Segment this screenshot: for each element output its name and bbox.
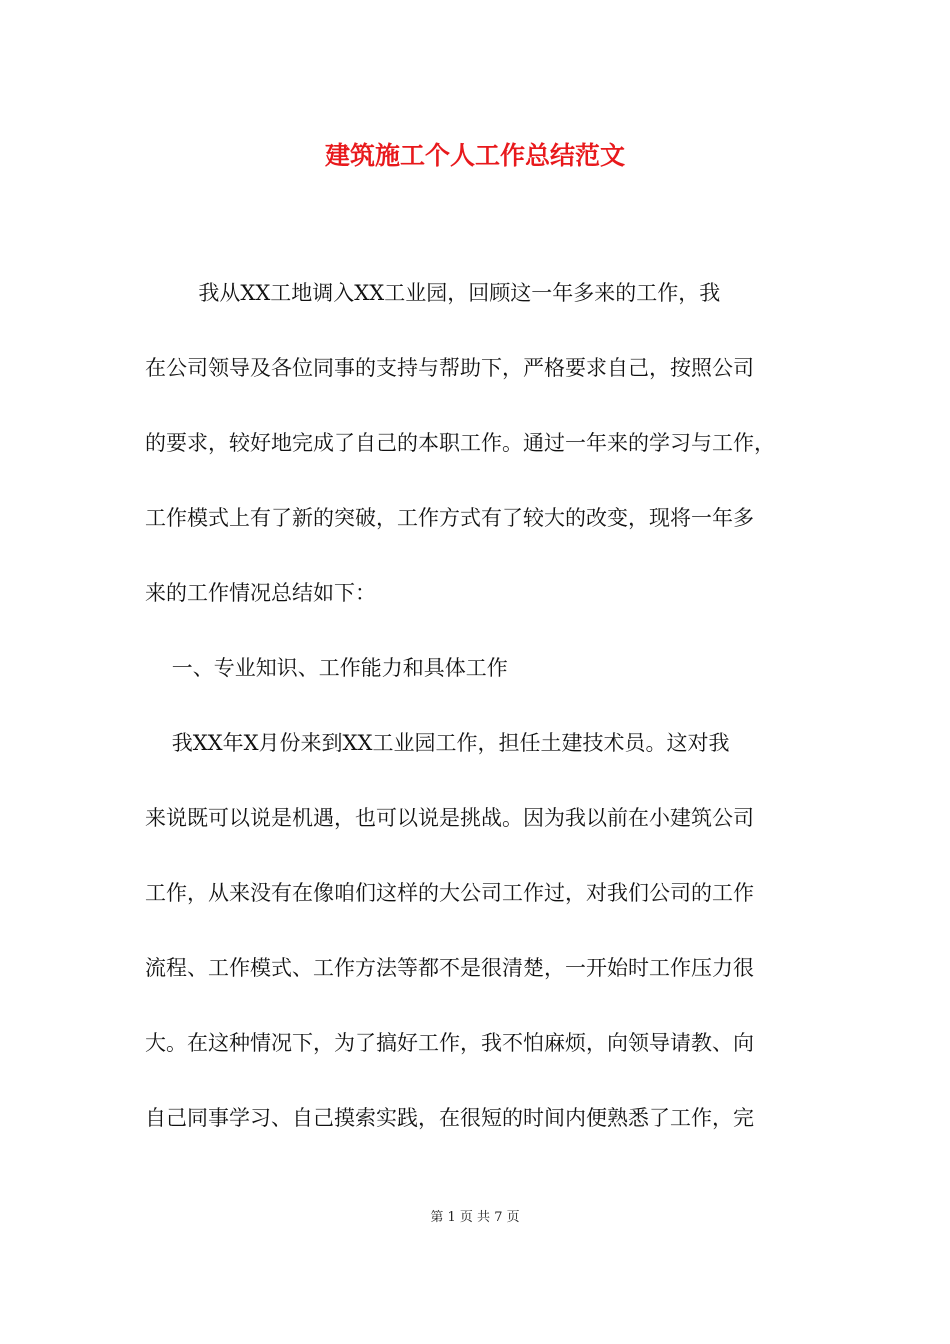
body-line-10: 流程、工作模式、工作方法等都不是很清楚，一开始时工作压力很 xyxy=(145,956,754,980)
section-heading: 一、专业知识、工作能力和具体工作 xyxy=(145,656,508,680)
body-line-5: 来的工作情况总结如下： xyxy=(145,581,376,605)
body-line-1: 我从XX工地调入XX工业园，回顾这一年多来的工作，我 xyxy=(145,281,721,305)
body-line-11: 大。在这种情况下，为了搞好工作，我不怕麻烦，向领导请教、向 xyxy=(145,1031,754,1055)
document-title: 建筑施工个人工作总结范文 xyxy=(324,141,625,170)
page-footer: 第 1 页 共 7 页 xyxy=(430,1210,520,1225)
document-body xyxy=(145,262,815,1162)
body-line-8: 来说既可以说是机遇，也可以说是挑战。因为我以前在小建筑公司 xyxy=(145,806,754,830)
body-line-9: 工作，从来没有在像咱们这样的大公司工作过，对我们公司的工作 xyxy=(145,881,754,905)
body-line-7: 我XX年X月份来到XX工业园工作，担任土建技术员。这对我 xyxy=(145,731,730,755)
body-line-4: 工作模式上有了新的突破，工作方式有了较大的改变，现将一年多 xyxy=(145,506,754,530)
body-line-2: 在公司领导及各位同事的支持与帮助下，严格要求自己，按照公司 xyxy=(145,356,754,380)
body-line-12: 自己同事学习、自己摸索实践，在很短的时间内便熟悉了工作，完 xyxy=(145,1106,754,1130)
body-line-3: 的要求，较好地完成了自己的本职工作。通过一年来的学习与工作， xyxy=(145,431,775,455)
